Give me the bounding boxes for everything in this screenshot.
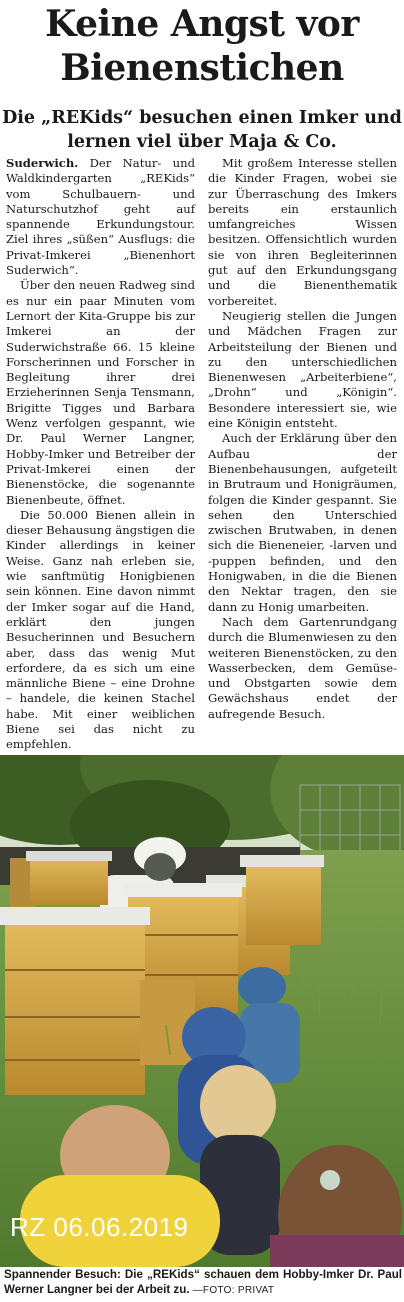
article-column-left: [6, 156, 195, 753]
article-photo: [0, 755, 404, 1267]
beekeeper-scene-illustration: [0, 755, 404, 1267]
article-headline: Keine Angst vor Bienenstichen: [45, 3, 359, 89]
article-paragraph: Die 50.000 Bienen allein in dieser Behausung ängstigen die Kinder allerdings in keiner Weise. Ganz nah erleben sie, wie sanftmütig Honigbienen sein können. Eine davon nimmt der Imker sogar auf die Hand, erklärt den jungen Besucherinnen und Besuchern aber, dass das wenig Mut erfordere, da es sich um eine männliche Biene – eine Drohne – handele, die keinen Stachel habe. Mit einer weiblichen Biene sei das nicht zu empfehlen.: [6, 507, 195, 752]
photo-date-stamp: RZ 06.06.2019: [10, 1212, 189, 1242]
article-column-right: [208, 156, 397, 722]
article-paragraph: Auch der Erklärung über den Aufbau der Bienenbehausungen, aufgeteilt in Brutraum und Honigräumen, folgen die Kinder gespannt. Sie sehen den Unterschied zwischen Brutwaben, in denen sich die Bieneneier, -larven und -puppen befinden, und den Honigwaben, in die die Bienen den Nektar tragen, den sie dann zu Honig umarbeiten.: [208, 431, 397, 614]
article-paragraph: Nach dem Gartenrundgang durch die Blumenwiesen zu den weiteren Bienenstöcken, zu den Wasserbecken, dem Gemüse- und Obstgarten sowie dem Gewächshaus endet der aufregende Besuch.: [208, 614, 397, 721]
article-paragraph: Über den neuen Radweg sind es nur ein paar Minuten vom Lernort der Kita-Gruppe bis zur Imkerei an der Suderwichstraße 66. 15 kleine Forscherinnen und Forscher in Begleitung ihrer drei Erzieherinnen Senja Tensmann, Brigitte Tigges und Barbara Wenz verfolgen gespannt, wie Dr. Paul Werner Langner, Hobby-Imker und Betreiber der Privat-Imkerei einen der Bienenstöcke, die sogenannte Bienenbeute, öffnet.: [6, 278, 195, 507]
article-paragraph: Neugierig stellen die Jungen und Mädchen Fragen zur Arbeitsteilung der Bienen und zu den unterschiedlichen Bienenwesen „Arbeiterbiene“, „Drohn“ und „Königin“. Besondere interessiert sie, wie eine Königin entsteht.: [208, 308, 397, 431]
paragraph-text: Der Natur- und Waldkindergarten „REKids“ vom Schulbauern- und Naturschutzhof geht auf spannende Erkundungstour. Ziel ihres „süßen“ Ausflugs: die Privat-Imkerei „Bienenhort Suderwich“.: [6, 156, 195, 278]
dateline: Suderwich.: [6, 156, 79, 170]
caption-text: Spannender Besuch: Die „REKids“ schauen dem Hobby-Imker Dr. Paul Werner Langner bei der Arbeit zu.: [4, 1268, 402, 1296]
article-subheadline: Die „REKids“ besuchen einen Imker und lernen viel über Maja & Co.: [2, 108, 402, 152]
article-paragraph: Mit großem Interesse stellen die Kinder Fragen, wobei sie zur Überraschung des Imkers bereits ein erstaunlich umfangreiches Wissen besitzen. Offensichtlich wurden sie von ihren Begleiterinnen gut auf den Erkundungsgang und die Bienenthematik vorbereitet.: [208, 156, 397, 308]
photo-credit: —FOTO: PRIVAT: [189, 1285, 275, 1296]
article-paragraph: [6, 156, 195, 278]
photo-caption: [4, 1267, 402, 1298]
